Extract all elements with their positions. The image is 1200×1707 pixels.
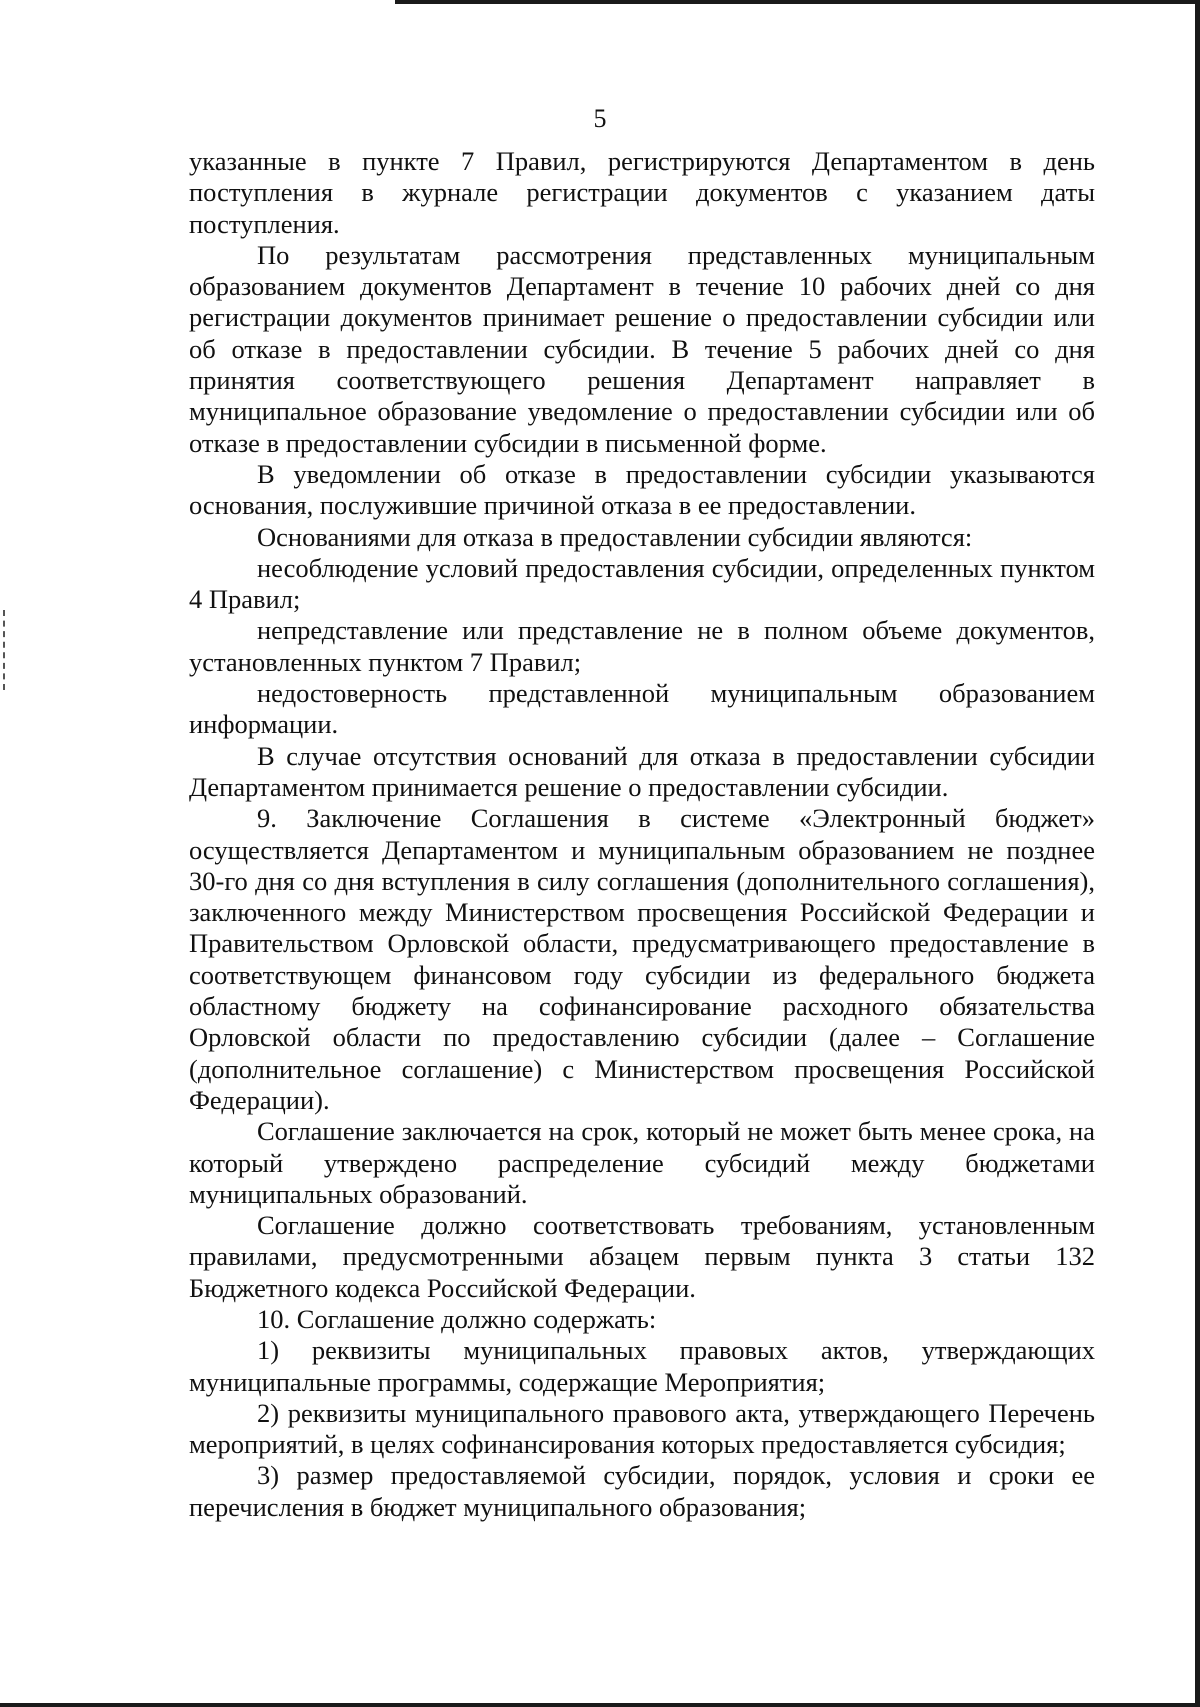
scan-border-right bbox=[1195, 0, 1200, 1707]
paragraph: По результатам рассмотрения представленных муниципальным образованием документов Департамент в течение 10 рабочих дней со дня регистрации документов принимает решение о предоставлении субсидии или об отказе в предоставлении субсидии. В течение 5 рабочих дней со дня принятия соответствующего решения Департамент направляет в муниципальное образование уведомление о предоставлении субсидии или об отказе в предоставлении субсидии в письменной форме. bbox=[189, 239, 1095, 458]
paragraph: несоблюдение условий предоставления субсидии, определенных пунктом 4 Правил; bbox=[189, 552, 1095, 615]
scan-mark-left bbox=[3, 610, 7, 690]
paragraph: недостоверность представленной муниципальным образованием информации. bbox=[189, 678, 1095, 740]
paragraph: 1) реквизиты муниципальных правовых актов, утверждающих муниципальные программы, содержащие Мероприятия; bbox=[189, 1335, 1095, 1397]
document-body bbox=[189, 146, 1095, 1523]
scan-border-bottom bbox=[0, 1703, 1200, 1707]
paragraph: Соглашение заключается на срок, который не может быть менее срока, на который утверждено распределение субсидий между бюджетами муниципальных образований. bbox=[189, 1116, 1095, 1209]
paragraph: Основаниями для отказа в предоставлении субсидии являются: bbox=[257, 521, 973, 552]
paragraph: непредставление или представление не в полном объеме документов, установленных пунктом 7 Правил; bbox=[189, 615, 1095, 677]
paragraph: указанные в пункте 7 Правил, регистрируются Департаментом в день поступления в журнале регистрации документов с указанием даты поступления. bbox=[189, 146, 1095, 239]
page-number: 5 bbox=[593, 104, 607, 133]
paragraph: 10. Соглашение должно содержать: bbox=[257, 1303, 657, 1334]
paragraph: 2) реквизиты муниципального правового акта, утверждающего Перечень мероприятий, в целях софинансирования которых предоставляется субсидия; bbox=[189, 1397, 1095, 1460]
paragraph: В уведомлении об отказе в предоставлении субсидии указываются основания, послужившие причиной отказа в ее предоставлении. bbox=[189, 458, 1095, 521]
paragraph: Соглашение должно соответствовать требованиям, установленным правилами, предусмотренными абзацем первым пункта 3 статьи 132 Бюджетного кодекса Российской Федерации. bbox=[189, 1210, 1095, 1303]
paragraph: 3) размер предоставляемой субсидии, порядок, условия и сроки ее перечисления в бюджет муниципального образования; bbox=[189, 1460, 1095, 1522]
scan-border-top bbox=[395, 0, 1200, 4]
paragraph: 9. Заключение Соглашения в системе «Электронный бюджет» осуществляется Департаментом и муниципальным образованием не позднее 30-го дня со дня вступления в силу соглашения (дополнительного соглашения), заключенного между Министерством просвещения Российской Федерации и Правительством Орловской области, предусматривающего предоставление в соответствующем финансовом году субсидии из федерального бюджета областному бюджету на софинансирование расходного обязательства Орловской области по предоставлению субсидии (далее – Соглашение (дополнительное соглашение) с Министерством просвещения Российской Федерации). bbox=[189, 803, 1095, 1115]
paragraph: В случае отсутствия оснований для отказа в предоставлении субсидии Департаментом принимается решение о предоставлении субсидии. bbox=[189, 740, 1095, 802]
